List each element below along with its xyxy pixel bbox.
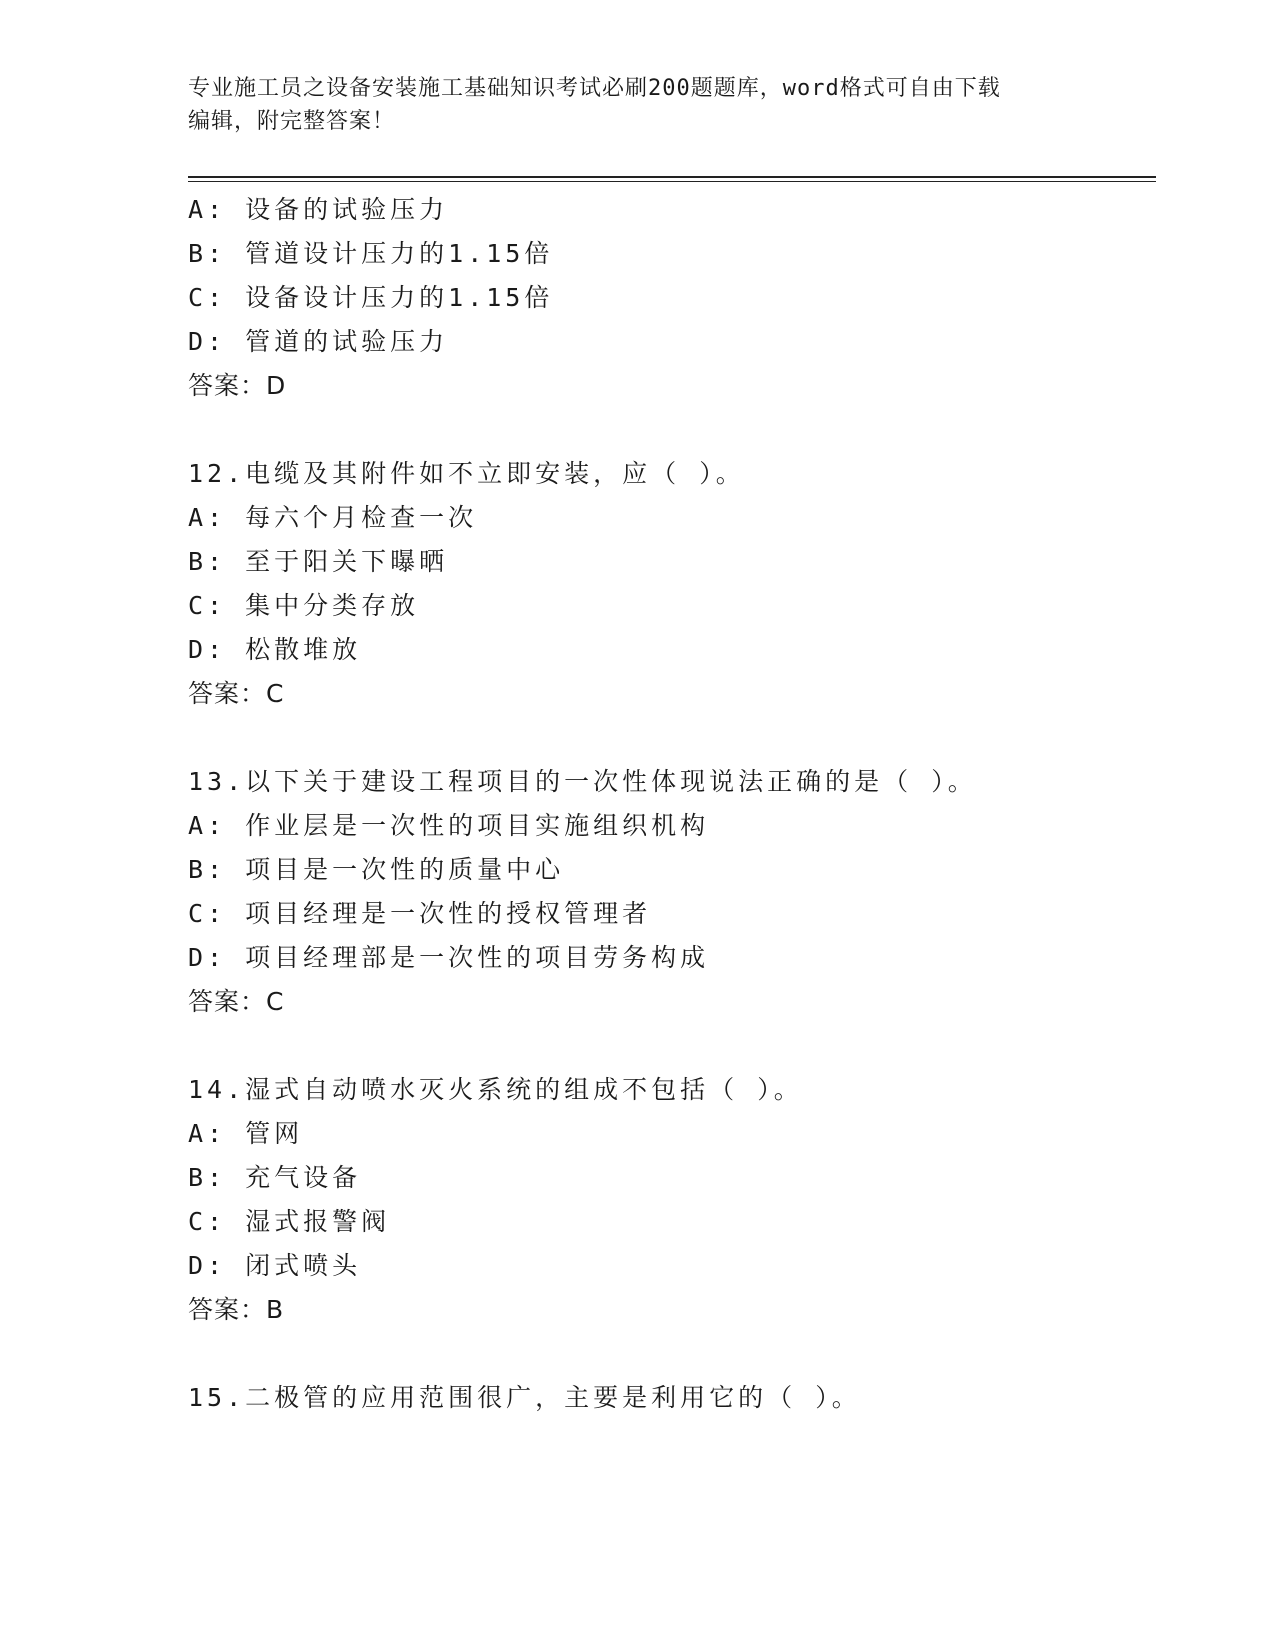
q11-option-b: B: 管道设计压力的1.15倍 [188, 239, 554, 268]
q13-answer: 答案：C [188, 987, 285, 1016]
q13-option-a: A: 作业层是一次性的项目实施组织机构 [188, 811, 710, 840]
header-title-line-1: 专业施工员之设备安装施工基础知识考试必刷200题题库，word格式可自由下载 [188, 76, 1001, 101]
q14-option-b: B: 充气设备 [188, 1163, 362, 1192]
q14-option-c: C: 湿式报警阀 [188, 1207, 391, 1236]
q13-option-c: C: 项目经理是一次性的授权管理者 [188, 899, 652, 928]
q11-answer: 答案：D [188, 371, 287, 400]
q14-option-a: A: 管网 [188, 1119, 304, 1148]
header-divider [188, 176, 1156, 178]
q11-option-d: D: 管道的试验压力 [188, 327, 449, 356]
q13-option-b: B: 项目是一次性的质量中心 [188, 855, 565, 884]
q12-option-d: D: 松散堆放 [188, 635, 362, 664]
header-title-line-2: 编辑，附完整答案！ [188, 109, 396, 134]
q14-question: 14.湿式自动喷水灭火系统的组成不包括（ ）。 [188, 1075, 803, 1104]
document-header [188, 72, 1088, 138]
q14-option-d: D: 闭式喷头 [188, 1251, 362, 1280]
q12-option-b: B: 至于阳关下曝晒 [188, 547, 449, 576]
q12-question: 12.电缆及其附件如不立即安装，应（ ）。 [188, 459, 745, 488]
q13-option-d: D: 项目经理部是一次性的项目劳务构成 [188, 943, 710, 972]
q14-answer: 答案：B [188, 1295, 285, 1324]
q11-option-a: A: 设备的试验压力 [188, 195, 449, 224]
q15-question: 15.二极管的应用范围很广，主要是利用它的（ ）。 [188, 1383, 861, 1412]
header-divider-thin [188, 181, 1156, 182]
q12-answer: 答案：C [188, 679, 285, 708]
q11-option-c: C: 设备设计压力的1.15倍 [188, 283, 554, 312]
q12-option-a: A: 每六个月检查一次 [188, 503, 478, 532]
q12-option-c: C: 集中分类存放 [188, 591, 420, 620]
q13-question: 13.以下关于建设工程项目的一次性体现说法正确的是（ ）。 [188, 767, 977, 796]
